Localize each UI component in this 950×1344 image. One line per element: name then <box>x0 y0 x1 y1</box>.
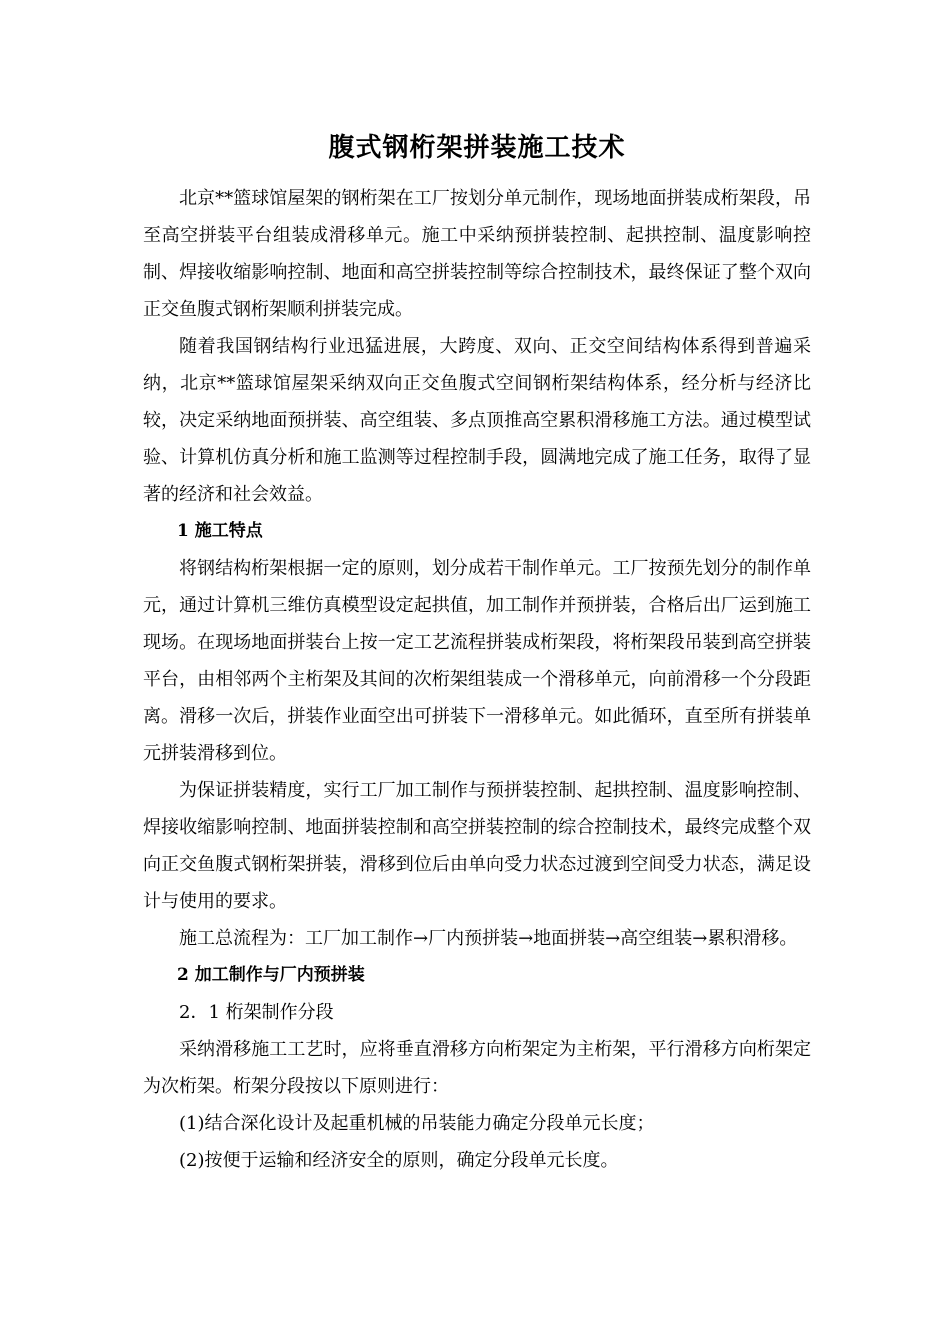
section-1-heading: 1 施工特点 <box>177 521 263 541</box>
section-2-paragraph-1: 采纳滑移施工工艺时，应将垂直滑移方向桁架定为主桁架，平行滑移方向桁架定为次桁架。桁架分段按以下原则进行： <box>143 1039 811 1097</box>
section-2-list-item-2: (2)按便于运输和经济安全的原则，确定分段单元长度。 <box>179 1150 619 1171</box>
section-2-1-subheading: 2．1 桁架制作分段 <box>179 1002 334 1023</box>
document-page <box>143 128 811 1179</box>
section-2-heading: 2 加工制作与厂内预拼装 <box>177 965 365 985</box>
document-title: 腹式钢桁架拼装施工技术 <box>328 133 626 163</box>
intro-paragraph-1: 北京**篮球馆屋架的钢桁架在工厂按划分单元制作，现场地面拼装成桁架段，吊至高空拼装平台组装成滑移单元。施工中采纳预拼装控制、起拱控制、温度影响控制、焊接收缩影响控制、地面和高空拼装控制等综合控制技术，最终保证了整个双向正交鱼腹式钢桁架顺利拼装完成。 <box>143 188 811 320</box>
section-1-paragraph-2: 为保证拼装精度，实行工厂加工制作与预拼装控制、起拱控制、温度影响控制、焊接收缩影响控制、地面拼装控制和高空拼装控制的综合控制技术，最终完成整个双向正交鱼腹式钢桁架拼装，滑移到位后由单向受力状态过渡到空间受力状态，满足设计与使用的要求。 <box>143 780 811 912</box>
section-1-paragraph-1: 将钢结构桁架根据一定的原则，划分成若干制作单元。工厂按预先划分的制作单元，通过计算机三维仿真模型设定起拱值，加工制作并预拼装，合格后出厂运到施工现场。在现场地面拼装台上按一定工艺流程拼装成桁架段，将桁架段吊装到高空拼装平台，由相邻两个主桁架及其间的次桁架组装成一个滑移单元，向前滑移一个分段距离。滑移一次后，拼装作业面空出可拼装下一滑移单元。如此循环，直至所有拼装单元拼装滑移到位。 <box>143 558 811 764</box>
section-1-paragraph-3: 施工总流程为：工厂加工制作→厂内预拼装→地面拼装→高空组装→累积滑移。 <box>179 928 798 949</box>
intro-paragraph-2: 随着我国钢结构行业迅猛进展，大跨度、双向、正交空间结构体系得到普遍采纳，北京**篮球馆屋架采纳双向正交鱼腹式空间钢桁架结构体系，经分析与经济比较，决定采纳地面预拼装、高空组装、多点顶推高空累积滑移施工方法。通过模型试验、计算机仿真分析和施工监测等过程控制手段，圆满地完成了施工任务，取得了显著的经济和社会效益。 <box>143 336 811 505</box>
section-2-list-item-1: (1)结合深化设计及起重机械的吊装能力确定分段单元长度； <box>179 1113 655 1134</box>
